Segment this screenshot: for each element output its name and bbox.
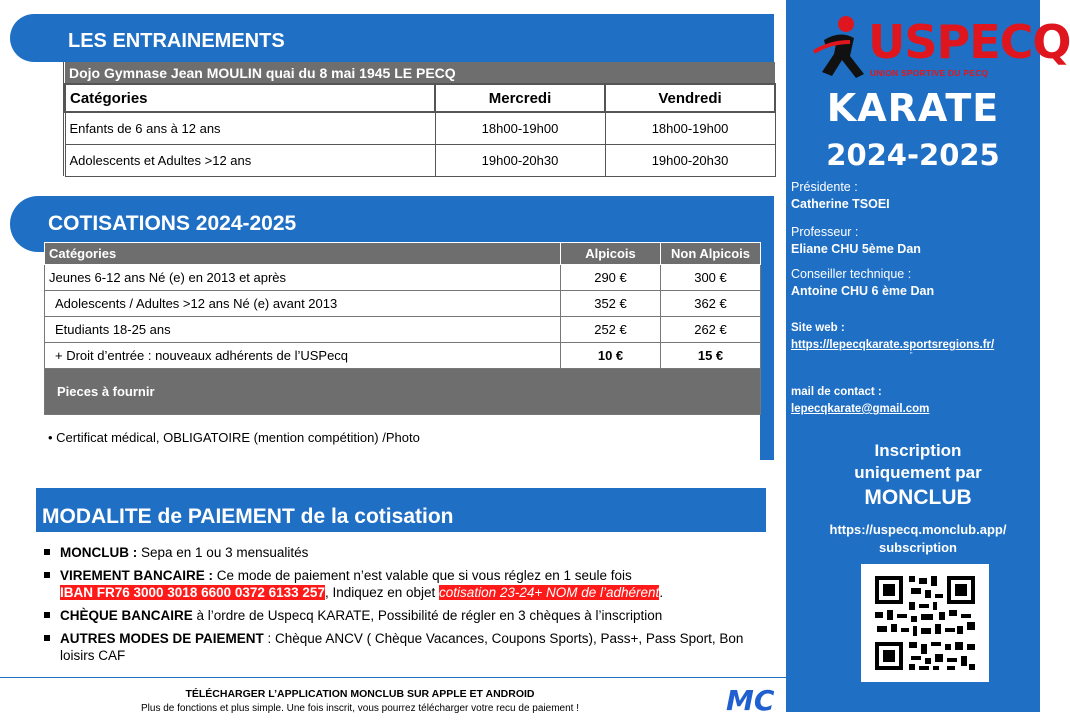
header-alpicois: Alpicois <box>561 243 661 265</box>
uspecq-logo <box>810 10 1070 90</box>
price-cell: 300 € <box>661 265 761 291</box>
list-item <box>44 607 764 624</box>
inscription-url-2[interactable]: subscription <box>878 540 957 555</box>
price-cell: 290 € <box>561 265 661 291</box>
monclub-logo-icon <box>724 684 784 717</box>
logo-tagline: UNION SPORTIVE DU PECQ <box>870 68 989 78</box>
price-cell: 352 € <box>561 291 661 317</box>
teacher-name: Eliane CHU 5ème Dan <box>791 242 921 256</box>
inscription-block <box>786 440 1050 512</box>
time-cell: 19h00-20h30 <box>605 144 775 176</box>
table-header-row <box>45 243 761 265</box>
transfer-object-highlight: cotisation 23-24+ NOM de l’adhérent <box>439 585 660 600</box>
payment-method-text: , Indiquez en objet <box>324 585 440 600</box>
payment-method-key: MONCLUB : <box>60 545 138 560</box>
website-quote: " <box>910 352 913 359</box>
certificate-note: • Certificat médical, OBLIGATOIRE (mention compétition) /Photo <box>48 430 420 445</box>
inscription-url-1[interactable]: https://uspecq.monclub.app/ <box>829 522 1007 537</box>
inscription-line-1: Inscription <box>874 441 962 460</box>
season-title: 2024-2025 <box>826 138 1000 172</box>
payment-method-key: VIREMENT BANCAIRE : <box>60 568 214 583</box>
category-cell: Etudiants 18-25 ans <box>45 317 561 343</box>
payment-method-text: : Chèque ANCV ( Chèque Vacances, Coupons Sports), Pass+, Pass Sport, Bon loisirs CAF <box>60 631 744 663</box>
payment-header <box>36 488 766 532</box>
trainings-table <box>64 62 776 177</box>
logo-word: USPECQ <box>868 15 1070 69</box>
sidebar <box>786 0 1070 712</box>
price-cell: 262 € <box>661 317 761 343</box>
advisor-block <box>791 266 934 300</box>
list-item <box>44 544 764 561</box>
header-wednesday: Mercredi <box>435 84 605 112</box>
venue-text: Dojo Gymnase Jean MOULIN quai du 8 mai 1945 LE PECQ <box>65 62 775 84</box>
trainings-title: LES ENTRAINEMENTS <box>68 30 285 52</box>
runner-icon <box>810 12 872 84</box>
website-link[interactable]: https://lepecqkarate.sportsregions.fr/ <box>791 339 995 351</box>
header-non-alpicois: Non Alpicois <box>661 243 761 265</box>
payment-method-text: Ce mode de paiement n’est valable que si vous réglez en 1 seule fois <box>213 568 632 583</box>
category-cell: Enfants de 6 ans à 12 ans <box>65 112 435 144</box>
pieces-label: Pieces à fournir <box>45 369 761 415</box>
iban-highlight: IBAN FR76 3000 3018 6600 0372 6133 257 <box>60 585 325 600</box>
category-cell: Adolescents / Adultes >12 ans Né (e) avant 2013 <box>45 291 561 317</box>
category-cell: Jeunes 6-12 ans Né (e) en 2013 et après <box>45 265 561 291</box>
fees-table <box>44 242 761 415</box>
table-row <box>45 343 761 369</box>
inscription-line-3: MONCLUB <box>864 486 972 509</box>
table-row <box>45 317 761 343</box>
advisor-label: Conseiller technique : <box>791 267 912 281</box>
trainings-header <box>10 14 774 62</box>
footer-divider <box>0 677 786 678</box>
footer-download-line: TÉLÉCHARGER L’APPLICATION MONCLUB SUR APPLE ET ANDROID <box>185 688 535 700</box>
trainings-left-margin <box>44 62 64 176</box>
category-cell: Adolescents et Adultes >12 ans <box>65 144 435 176</box>
footer-info-line: Plus de fonctions et plus simple. Une fois inscrit, vous pourrez télécharger votre recu de paiement ! <box>141 703 579 714</box>
header-categories: Catégories <box>45 243 561 265</box>
header-friday: Vendredi <box>605 84 775 112</box>
list-item <box>44 630 764 664</box>
teacher-label: Professeur : <box>791 225 859 239</box>
contact-label: mail de contact : <box>791 386 882 398</box>
fees-title: COTISATIONS 2024-2025 <box>48 212 297 235</box>
teacher-block <box>791 224 921 258</box>
price-cell: 252 € <box>561 317 661 343</box>
list-item <box>44 567 764 601</box>
table-row <box>65 144 775 176</box>
pieces-row <box>45 369 761 415</box>
advisor-name: Antoine CHU 6 ème Dan <box>791 284 935 298</box>
president-label: Présidente : <box>791 180 858 194</box>
monclub-logo-text: MC <box>726 684 775 717</box>
website-block <box>791 320 994 354</box>
inscription-line-2: uniquement par <box>854 463 982 482</box>
contact-block <box>791 384 929 418</box>
price-cell: 10 € <box>561 343 661 369</box>
fees-side-strip <box>760 196 774 460</box>
price-cell: 15 € <box>661 343 761 369</box>
qr-code-icon <box>861 564 989 682</box>
president-name: Catherine TSOEI <box>791 197 890 211</box>
price-cell: 362 € <box>661 291 761 317</box>
discipline-title: KARATE <box>826 86 1000 130</box>
payment-method-text: . <box>659 585 664 600</box>
contact-email-link[interactable]: lepecqkarate@gmail.com <box>791 403 930 415</box>
header-categories: Catégories <box>65 84 435 112</box>
payment-method-text: à l’ordre de Uspecq KARATE, Possibilité de régler en 3 chèques à l’inscription <box>192 608 663 623</box>
payment-method-key: AUTRES MODES DE PAIEMENT <box>60 631 264 646</box>
inscription-url[interactable] <box>786 521 1050 557</box>
payment-method-text: Sepa en 1 ou 3 mensualités <box>137 545 309 560</box>
payment-method-key: CHÈQUE BANCAIRE <box>60 608 193 623</box>
time-cell: 18h00-19h00 <box>435 112 605 144</box>
table-row <box>45 265 761 291</box>
table-row <box>65 112 775 144</box>
qr-code[interactable] <box>861 564 989 682</box>
payment-title: MODALITE de PAIEMENT de la cotisation <box>42 505 454 528</box>
president-block <box>791 179 890 213</box>
category-cell: + Droit d’entrée : nouveaux adhérents de l’USPecq <box>45 343 561 369</box>
time-cell: 18h00-19h00 <box>605 112 775 144</box>
table-header-row <box>65 84 775 112</box>
website-label: Site web : <box>791 322 845 334</box>
table-row <box>45 291 761 317</box>
payment-list <box>44 544 764 670</box>
certificate-text: Certificat médical, OBLIGATOIRE (mention compétition) /Photo <box>56 430 420 445</box>
venue-row <box>65 62 775 84</box>
time-cell: 19h00-20h30 <box>435 144 605 176</box>
